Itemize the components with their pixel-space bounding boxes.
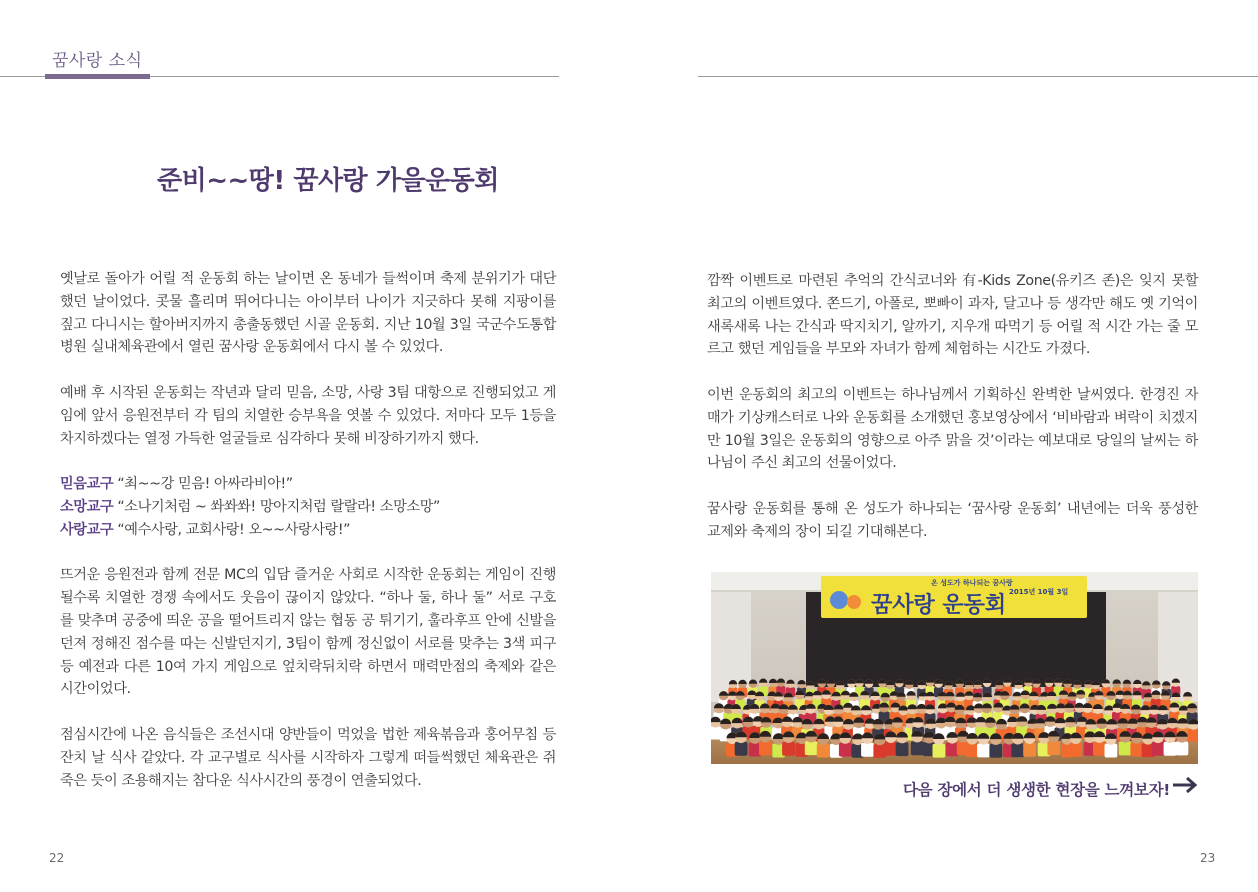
banner-title-text: 꿈사랑 운동회 [871,593,1007,618]
person-body [989,744,1002,758]
page-number-right: 23 [1200,851,1216,865]
header-rule-accent [45,74,150,79]
section-label: 꿈사랑 소식 [52,51,143,71]
person-body [1047,741,1060,755]
banner-top-text: 온 성도가 하나되는 꿈사랑 [931,579,1013,587]
person-body [884,742,897,756]
cheer-team-label: 소망교구 [60,498,114,515]
cheer-team-label: 사랑교구 [60,521,114,538]
person-body [896,742,909,756]
person-body [933,744,946,758]
person-body [1093,742,1106,756]
person-body [1119,742,1132,756]
person-body [1164,742,1177,756]
paragraph: 깜짝 이벤트로 마련된 추억의 간식코너와 有-Kids Zone(유키즈 존)은 잊지 못할 최고의 이벤트였다. 쫀드기, 아폴로, 뽀빠이 과자, 달고나 등 생각만 해도 옛 기억이 새록새록 나는 간식과 딱지치기, 알까기, 지우개 따먹기 등 어릴 적 시간 가는 줄 모르고 했던 게임들을 부모와 자녀가 함께 체험하는 시간도 가졌다. [707,273,1198,358]
person-body [977,744,990,758]
person-body [1069,743,1082,757]
person-body [966,743,979,757]
person-body [911,741,924,755]
banner-date-text: 2015년 10월 3일 [1009,588,1069,596]
person-body [1176,742,1189,756]
person-body [861,743,874,757]
cheer-team-label: 믿음교구 [60,476,114,493]
person-body [817,744,830,758]
person-body [839,743,852,757]
page-number-left: 22 [49,851,65,865]
left-column [60,268,556,815]
person-body [873,744,886,758]
paragraph: 이번 운동회의 최고의 이벤트는 하나님께서 기획하신 완벽한 날씨였다. 한경진 자매가 기상캐스터로 나와 운동회를 소개했던 홍보영상에서 ‘비바람과 벼락이 치겠지만 10월 3일은 운동회의 영향으로 아주 맑을 것’이라는 예보대로 당일의 날씨는 하나님이 주신 최고의 선물이었다. [707,386,1198,472]
person-body [782,742,795,756]
paragraph: 꿈사랑 운동회를 통해 온 성도가 하나되는 ‘꿈사랑 운동회’ 내년에는 더욱 풍성한 교제와 축제의 장이 되길 기대해본다. [707,500,1198,540]
group-photo [711,572,1198,764]
cheer-line [60,496,556,519]
paragraph: 옛날로 돌아가 어릴 적 운동회 하는 날이면 온 동네가 들썩이며 축제 분위기가 대단했던 날이었다. 콧물 흘리며 뛰어다니는 아이부터 나이가 지긋하다 못해 지팡이를 짚고 다니시는 할아버지까지 총출동했던 시골 운동회. 지난 10월 3일 국군수도통합병원 실내체육관에서 열린 꿈사랑 운동회에서 다시 볼 수 있었다. [60,271,556,356]
continue-caption: 다음 장에서 더 생생한 현장을 느껴보자! [903,781,1171,799]
person-body [805,741,818,755]
right-column [707,270,1198,566]
person-body [946,742,959,756]
person-body [1105,744,1118,758]
cheer-list [60,473,556,541]
paragraph: 점심시간에 나온 음식들은 조선시대 양반들이 먹었을 법한 제육볶음과 홍어무침 등 잔치 날 식사 같았다. 각 교구별로 식사를 시작하자 그렇게 떠들썩했던 체육관은 쥐 죽은 듯이 조용해지는 참다운 식사시간의 풍경이 연출되었다. [60,726,556,789]
article-title: 준비~~땅! 꿈사랑 가을운동회 [157,166,499,196]
header-rule-right [698,76,1258,77]
person-body [1188,729,1198,742]
person-body [735,742,748,756]
person-body [1152,742,1165,756]
cheer-text: “소나기처럼 ~ 쏴쏴쏴! 망아지처럼 랄랄라! 소망소망” [113,498,440,515]
paragraph: 뜨거운 응원전과 함께 전문 MC의 입담 즐거운 사회로 시작한 운동회는 게임이 진행될수록 치열한 경쟁 속에서도 웃음이 끊이지 않았다. “하나 둘, 하나 둘” 서로 구호를 맞추며 공중에 띄운 공을 떨어트리지 않는 협동 공 튀기기, 훌라후프 안에 신발을 던져 정해진 점수를 따는 신발던지기, 3팀이 함께 정신없이 서로를 맞추는 3색 피구 등 예전과 다른 10여 가지 게임으로 엎치락뒤치락 하면서 매력만점의 축제와 같은 시간이었다. [60,567,556,698]
cheer-line [60,473,556,496]
cheer-line [60,519,556,542]
cheer-text: “예수사랑, 교회사랑! 오~~사랑사랑!” [113,521,351,538]
person-body [1023,743,1036,757]
person-body [759,741,772,755]
person-body [1011,743,1024,757]
cheer-text: “최~~강 믿음! 아싸라비아!” [113,476,293,493]
person-body [1130,743,1143,757]
arrow-right-icon [1172,776,1198,794]
paragraph: 예배 후 시작된 운동회는 작년과 달리 믿음, 소망, 사랑 3팀 대항으로 진행되었고 게임에 앞서 응원전부터 각 팀의 치열한 승부욕을 엿볼 수 있었다. 저마다 모두 1등을 차지하겠다는 열정 가득한 얼굴들로 심각하다 못해 비장하기까지 했다. [60,384,556,447]
